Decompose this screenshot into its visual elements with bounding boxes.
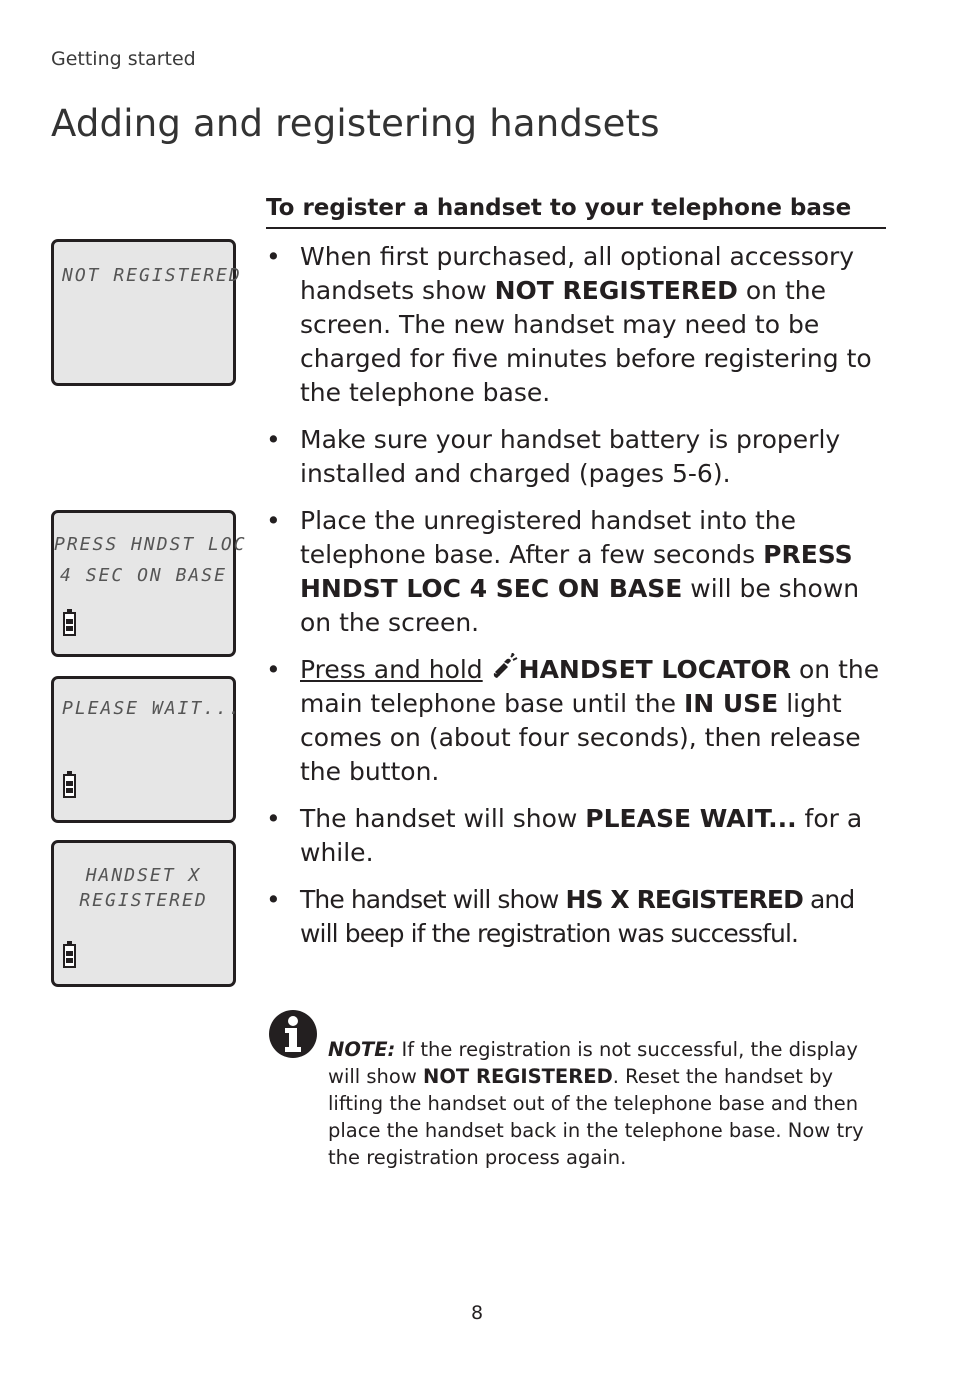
list-item: • When first purchased, all optional accessory handsets show NOT REGISTERED on the screen. The new handset may need to be charged for five minutes before registering to the telephone base. (266, 240, 891, 410)
lcd-line: 4 SEC ON BASE (60, 565, 227, 586)
list-item: • Press and hold HANDSET LOCATOR on the main telephone base until the IN USE light comes on (about four seconds), then release the button. (266, 653, 891, 789)
battery-icon (63, 941, 76, 968)
lcd-screen-press-hndst-loc (51, 510, 247, 657)
lcd-screen-not-registered (51, 239, 242, 386)
battery-icon (63, 771, 76, 798)
lcd-line: NOT REGISTERED (62, 265, 242, 286)
lcd-line: PRESS HNDST LOC (54, 534, 247, 555)
handset-locator-icon (491, 653, 519, 681)
battery-icon (63, 609, 76, 636)
lcd-line: REGISTERED (79, 890, 208, 911)
page-number: 8 (470, 1302, 484, 1324)
procedure-heading: To register a handset to your telephone base (266, 195, 886, 229)
list-item: • The handset will show PLEASE WAIT... for a while. (266, 802, 891, 870)
note-text: NOTE: If the registration is not successful, the display will show NOT REGISTERED. Reset the handset by lifting the handset out of the telephone base and then place the handset back in the telephone base. Now try the registration process again. (328, 1038, 864, 1169)
instruction-list (266, 240, 891, 964)
section-label: Getting started (51, 48, 196, 70)
list-item: • Place the unregistered handset into the telephone base. After a few seconds PRESS HNDST LOC 4 SEC ON BASE will be shown on the screen. (266, 504, 891, 640)
page-title: Adding and registering handsets (51, 102, 660, 145)
lcd-line: PLEASE WAIT... (62, 698, 242, 719)
list-item: • The handset will show HS X REGISTERED and will beep if the registration was successful. (266, 883, 891, 951)
info-icon (268, 1009, 318, 1059)
lcd-screen-please-wait (51, 676, 242, 823)
list-item: • Make sure your handset battery is properly installed and charged (pages 5-6). (266, 423, 891, 491)
lcd-line: HANDSET X (85, 865, 202, 886)
lcd-screen-handset-registered (51, 840, 236, 987)
